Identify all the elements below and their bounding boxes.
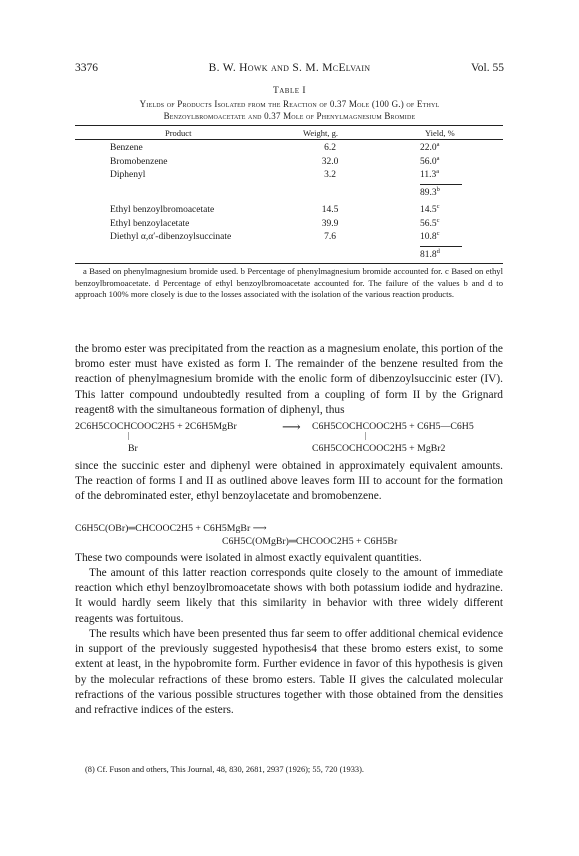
equation-2-left: C6H5C(OBr)═CHCOOC2H5 + C6H5MgBr ⟶ xyxy=(75,523,267,534)
table-row xyxy=(0,216,579,232)
footnote-marker: d xyxy=(436,247,440,255)
equation-1-bromine: Br xyxy=(128,443,138,454)
footnote-marker: b xyxy=(436,185,440,193)
table-caption: Table I xyxy=(272,86,307,96)
yield-cell: 22.0$^a$ xyxy=(420,140,440,153)
table-row xyxy=(0,229,579,245)
running-header-authors: B. W. Howk and S. M. McElvain xyxy=(208,62,371,74)
column-header-product: Product xyxy=(165,128,192,138)
table-header-rule xyxy=(75,139,503,140)
paragraph: The amount of this latter reaction corresponds quite closely to the amount of immediate reaction which ethyl benzoylbromoacetate shows with both potassium iodide and hydrazine. It would hardly seem likely that this similarity in behavior with three widely different reagents was fortuitous. xyxy=(75,567,503,625)
product-cell: Benzene xyxy=(110,143,143,153)
footnote-marker: a xyxy=(436,167,440,175)
table-row xyxy=(0,140,579,156)
table-bottom-rule xyxy=(75,263,503,264)
equation-1-product-top: C6H5COCHCOOC2H5 + C6H5—C6H5 xyxy=(312,421,474,432)
product-cell: Diethyl α,α′-dibenzoylsuccinate xyxy=(110,232,232,242)
yield-cell: 56.5$^c$ xyxy=(420,216,440,229)
yield-cell: 14.5$^c$ xyxy=(420,202,440,215)
table-row xyxy=(0,167,579,183)
subtotal-rule xyxy=(420,184,462,185)
equation-1-left: 2C6H5COCHCOOC2H5 + 2C6H5MgBr xyxy=(75,421,237,432)
footnote-marker: a xyxy=(436,154,440,162)
weight-cell: 6.2 xyxy=(324,143,336,153)
equation-1-bond: | xyxy=(128,431,130,440)
footnote-marker: c xyxy=(436,229,440,237)
yield-cell: 10.8$^c$ xyxy=(420,229,440,242)
yield-cell: 11.3$^a$ xyxy=(420,167,440,180)
equation-2-right: C6H5C(OMgBr)═CHCOOC2H5 + C6H5Br xyxy=(222,536,398,547)
running-header xyxy=(75,62,504,76)
page-number: 3376 xyxy=(75,62,98,74)
product-cell: Diphenyl xyxy=(110,170,146,180)
table-title xyxy=(68,98,511,122)
footnote-marker: a xyxy=(436,140,440,148)
subtotal-cell: 81.8$^d$ xyxy=(420,247,440,260)
product-cell: Bromobenzene xyxy=(110,157,168,167)
table-row xyxy=(0,202,579,218)
volume-label: Vol. 55 xyxy=(470,62,504,74)
table-top-rule xyxy=(75,125,503,126)
subtotal-rule xyxy=(420,246,462,247)
equation-1-coupling-bond: | xyxy=(365,431,367,440)
page-footnote: (8) Cf. Fuson and others, This Journal, 48, 830, 2681, 2937 (1926); 55, 720 (1933). xyxy=(85,765,364,774)
column-header-yield: Yield, % xyxy=(425,128,455,138)
product-cell: Ethyl benzoylbromoacetate xyxy=(110,205,215,215)
footnote-marker: c xyxy=(436,216,440,224)
equation-1-product-bottom: C6H5COCHCOOC2H5 + MgBr2 xyxy=(312,443,446,454)
product-cell: Ethyl benzoylacetate xyxy=(110,219,190,229)
weight-cell: 3.2 xyxy=(324,170,336,180)
paragraph: The results which have been presented thus far seem to offer additional chemical evidence in support of the previously suggested hypothesis4 that these bromo esters exist, to some extent at least, in the hypobromite form. Further evidence in favor of this hypothesis is given by the molecular refractions of these bromo esters. Table II gives the calculated molecular refractions of the various possible structures together with those obtained from the densities and refractive indices of the esters. xyxy=(75,628,503,717)
subtotal-row xyxy=(0,185,579,201)
weight-cell: 32.0 xyxy=(321,157,339,167)
paragraph: the bromo ester was precipitated from the reaction as a magnesium enolate, this portion of the bromo ester must have existed as form I. The remainder of the benzene resulted from the reaction of phenylmagnesium bromide with the enolic form of dibenzoylsuccinic ester (IV). This latter compound undoubtedly resulted from a coupling of form II by the Grignard reagent8 with the simultaneous formation of diphenyl, thus xyxy=(75,343,503,416)
column-header-weight: Weight, g. xyxy=(303,128,338,138)
table-title-line-2: Benzoylbromoacetate and 0.37 Mole of Phenylmagnesium Bromide xyxy=(163,111,416,121)
table-footnotes: a Based on phenylmagnesium bromide used. b Percentage of phenylmagnesium bromide accounted for. c Based on ethyl benzoylbromoacetate. d Percentage of ethyl benzoylbromoacetate accounted for. The failure of the values b and d to approach 100% more closely is due to the losses associated with the isolation of the various reaction products. xyxy=(75,266,503,299)
paragraph: since the succinic ester and diphenyl were obtained in approximately equivalent amounts. The reaction of forms I and II as outlined above leaves form III to account for the formation of the debrominated ester, ethyl benzoylacetate and bromobenzene. xyxy=(75,460,503,503)
table-row xyxy=(0,154,579,170)
weight-cell: 39.9 xyxy=(321,219,339,229)
footnote-marker: c xyxy=(436,202,440,210)
yield-cell: 56.0$^a$ xyxy=(420,154,440,167)
subtotal-row xyxy=(0,247,579,263)
paragraph: These two compounds were isolated in almost exactly equivalent quantities. xyxy=(75,552,422,564)
subtotal-cell: 89.3$^b$ xyxy=(420,185,440,198)
weight-cell: 7.6 xyxy=(324,232,336,242)
table-title-line-1: Yields of Products Isolated from the Reaction of 0.37 Mole (100 G.) of Ethyl xyxy=(139,99,440,109)
weight-cell: 14.5 xyxy=(321,205,339,215)
reaction-arrow-icon: ⟶ xyxy=(282,419,301,434)
